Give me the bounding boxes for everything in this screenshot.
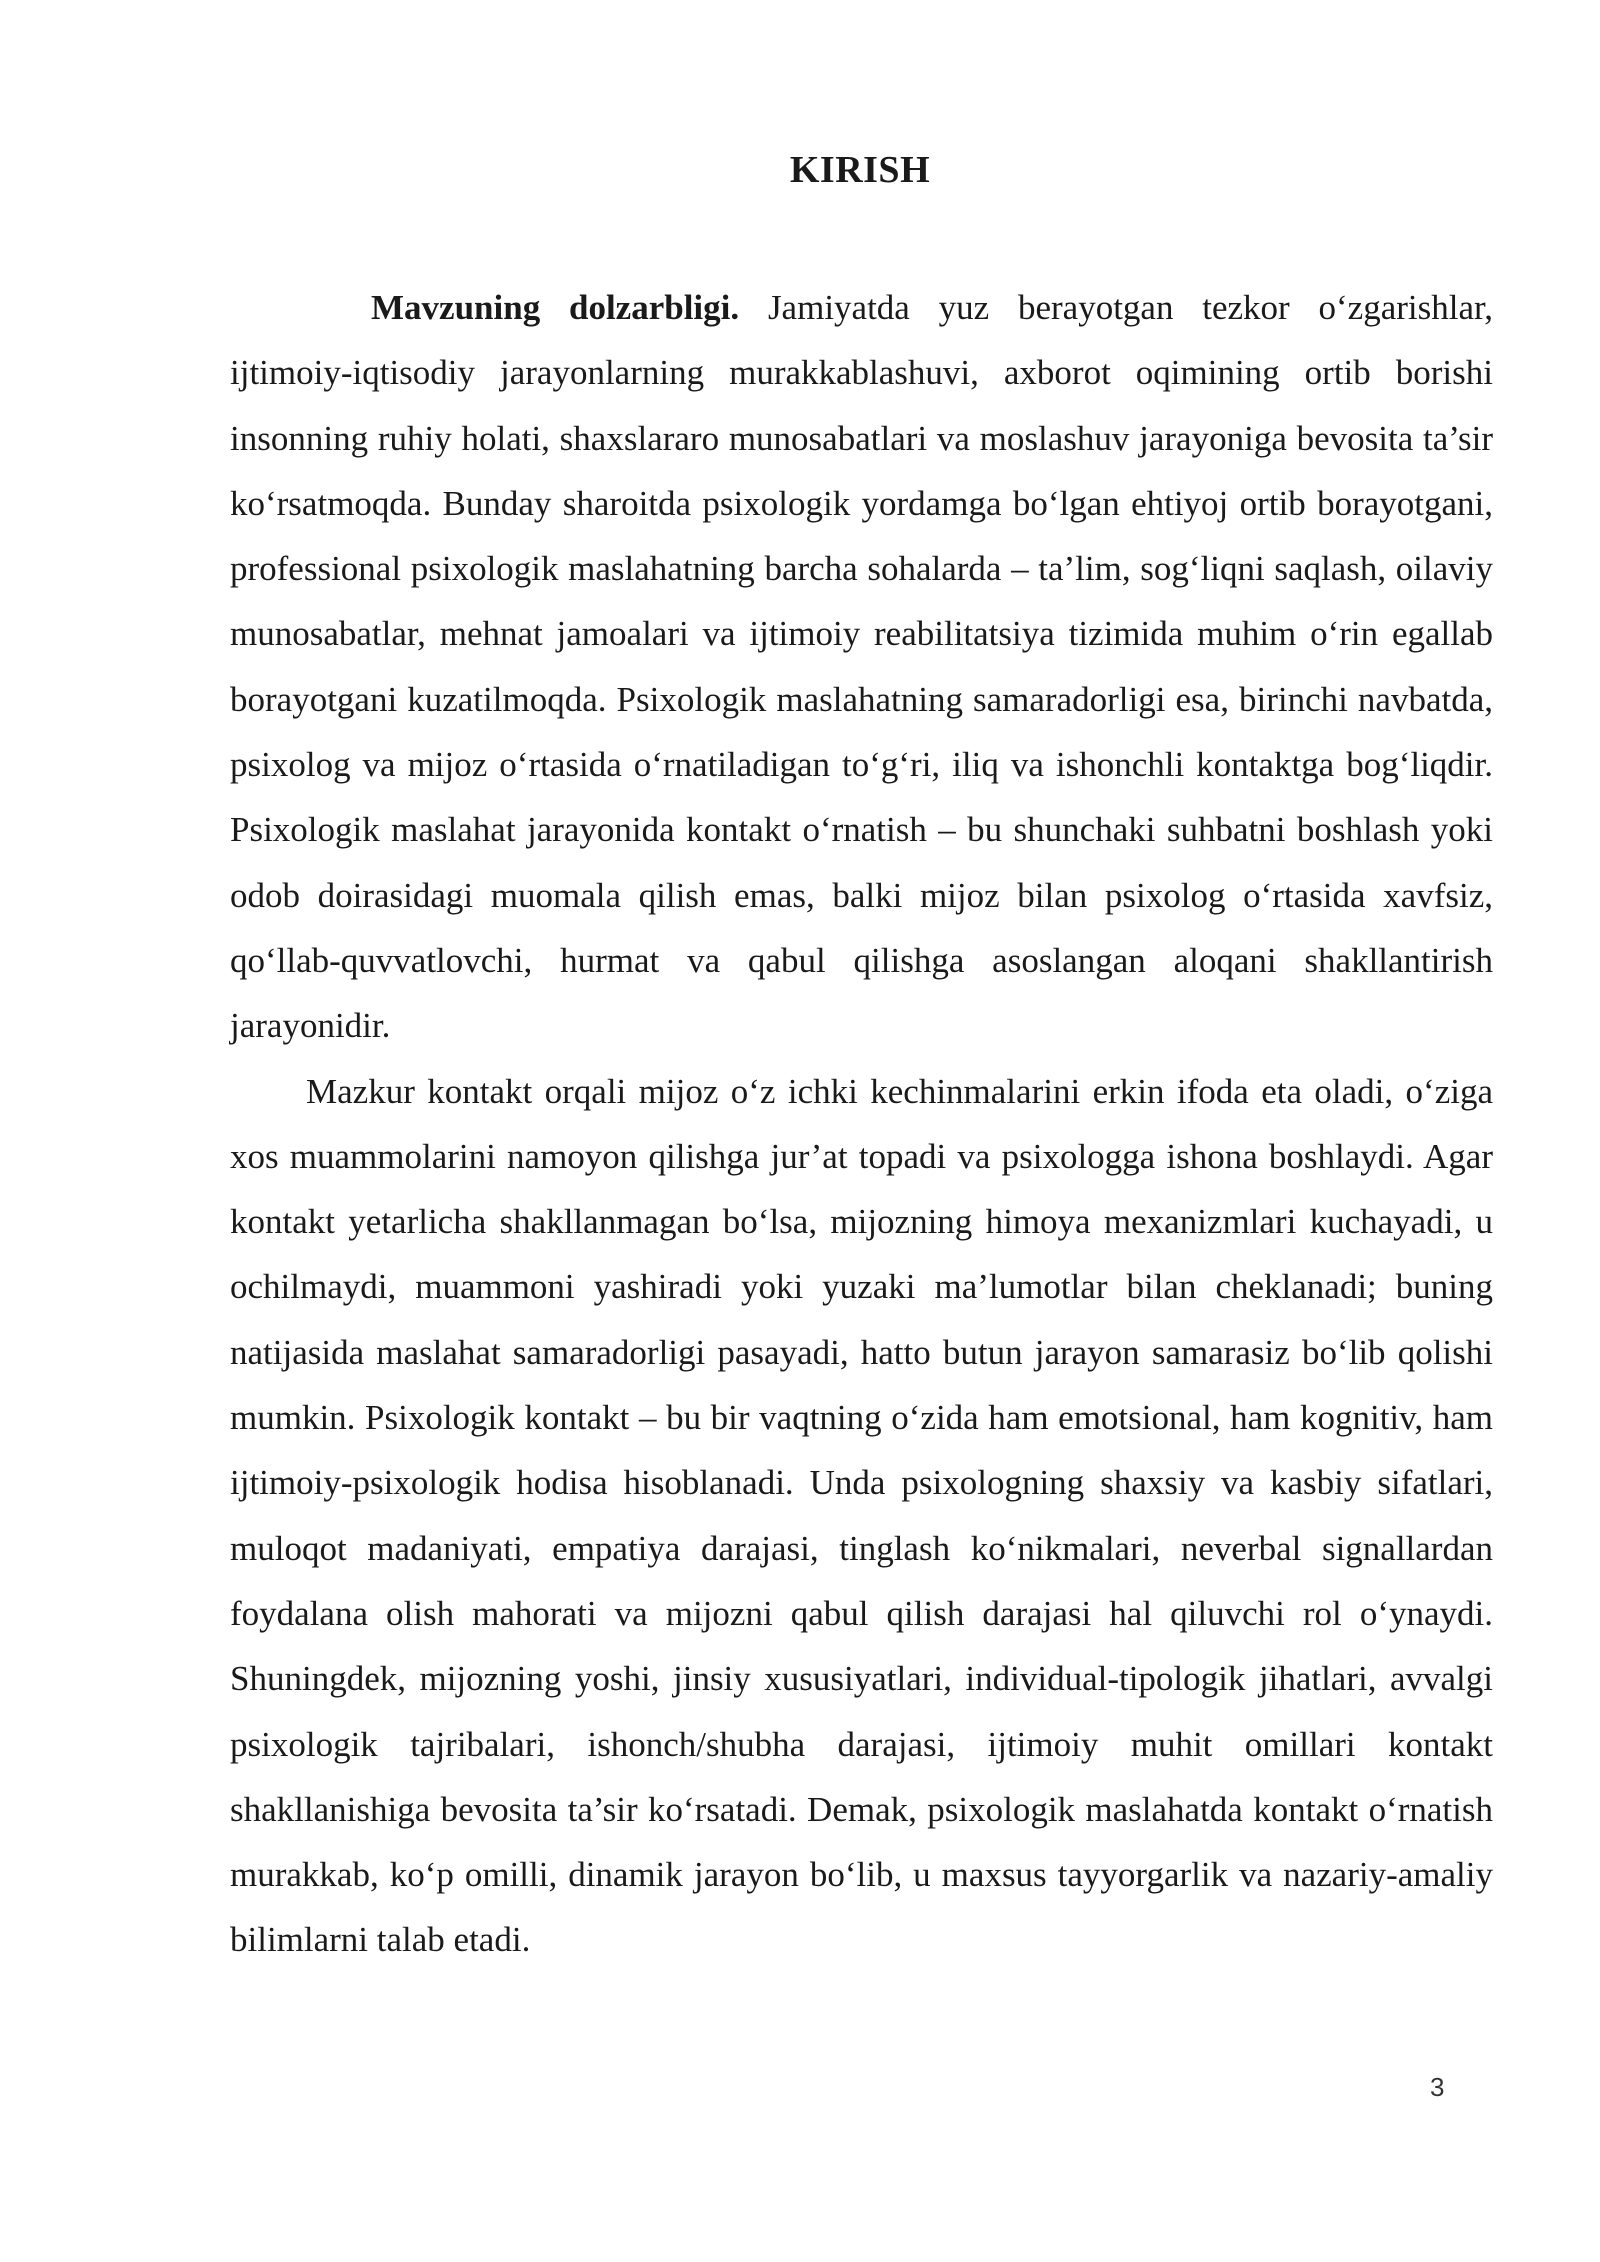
paragraph-relevance	[230, 275, 1493, 1059]
paragraph-contact	[230, 1059, 1493, 1973]
section-heading: KIRISH	[789, 149, 931, 191]
body-text	[230, 275, 1493, 1973]
paragraph-text: Jamiyatda yuz berayotgan tezkor o‘zgarishlar, ijtimoiy-iqtisodiy jarayonlarning murakkablashuvi, axborot oqimining ortib borishi insonning ruhiy holati, shaxslararo munosabatlari va moslashuv jarayoniga bevosita ta’sir ko‘rsatmoqda. Bunday sharoitda psixologik yordamga bo‘lgan ehtiyoj ortib borayotgani, professional psixologik maslahatning barcha sohalarda – ta’lim, sog‘liqni saqlash, oilaviy munosabatlar, mehnat jamoalari va ijtimoiy reabilitatsiya tizimida muhim o‘rin egallab borayotgani kuzatilmoqda. Psixologik maslahatning samaradorligi esa, birinchi navbatda, psixolog va mijoz o‘rtasida o‘rnatiladigan to‘g‘ri, iliq va ishonchli kontaktga bog‘liqdir. Psixologik maslahat jarayonida kontakt o‘rnatish – bu shunchaki suhbatni boshlash yoki odob doirasidagi muomala qilish emas, balki mijoz bilan psixolog o‘rtasida xavfsiz, qo‘llab-quvvatlovchi, hurmat va qabul qilishga asoslangan aloqani shakllantirish jarayonidir.	[230, 288, 1493, 1046]
paragraph-text: Mazkur kontakt orqali mijoz o‘z ichki kechinmalarini erkin ifoda eta oladi, o‘ziga xos muammolarini namoyon qilishga jur’at topadi va psixologga ishona boshlaydi. Agar kontakt yetarlicha shakllanmagan bo‘lsa, mijozning himoya mexanizmlari kuchayadi, u ochilmaydi, muammoni yashiradi yoki yuzaki ma’lumotlar bilan cheklanadi; buning natijasida maslahat samaradorligi pasayadi, hatto butun jarayon samarasiz bo‘lib qolishi mumkin. Psixologik kontakt – bu bir vaqtning o‘zida ham emotsional, ham kognitiv, ham ijtimoiy-psixologik hodisa hisoblanadi. Unda psixologning shaxsiy va kasbiy sifatlari, muloqot madaniyati, empatiya darajasi, tinglash ko‘nikmalari, neverbal signallardan foydalana olish mahorati va mijozni qabul qilish darajasi hal qiluvchi rol o‘ynaydi. Shuningdek, mijozning yoshi, jinsiy xususiyatlari, individual-tipologik jihatlari, avvalgi psixologik tajribalari, ishonch/shubha darajasi, ijtimoiy muhit omillari kontakt shakllanishiga bevosita ta’sir ko‘rsatadi. Demak, psixologik maslahatda kontakt o‘rnatish murakkab, ko‘p omilli, dinamik jarayon bo‘lib, u maxsus tayyorgarlik va nazariy-amaliy bilimlarni talab etadi.	[230, 1071, 1493, 1960]
paragraph-lead: Mavzuning dolzarbligi.	[371, 288, 740, 327]
page-number: 3	[1430, 2072, 1445, 2102]
